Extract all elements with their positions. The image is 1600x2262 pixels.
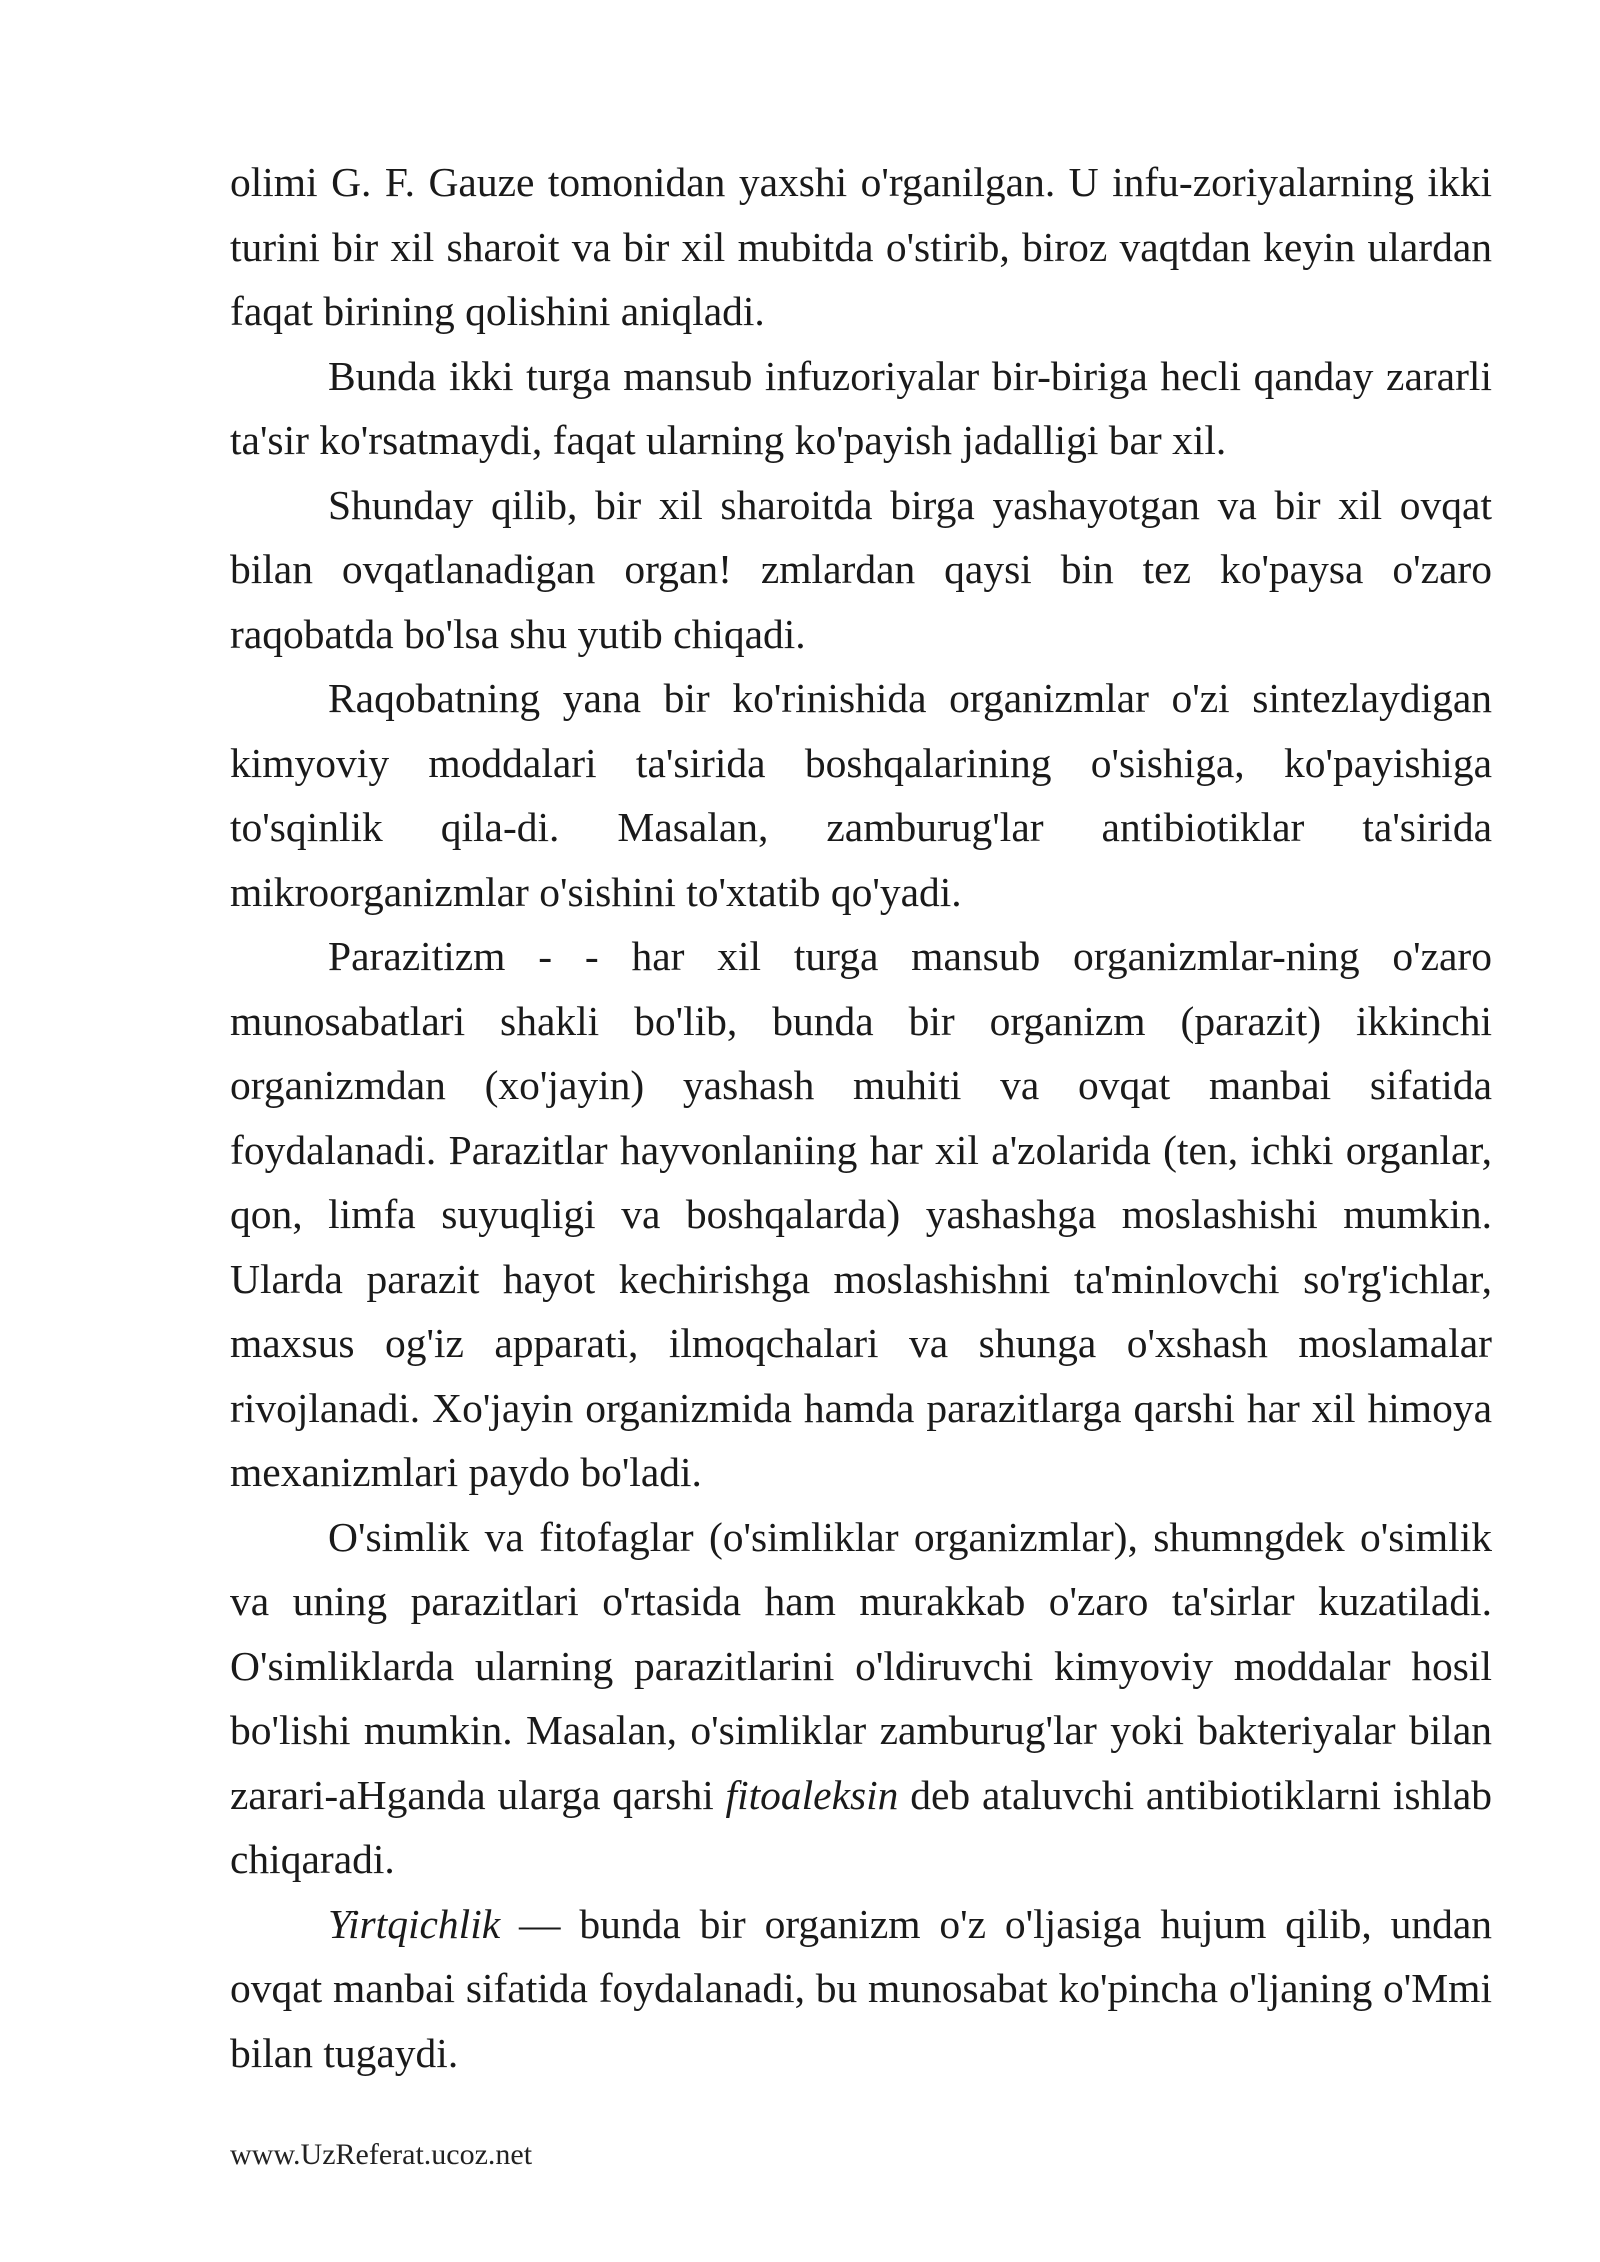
italic-term: fitoaleksin	[725, 1771, 899, 1818]
paragraph-text: olimi G. F. Gauze tomonidan yaxshi o'rganilgan. U infu-zoriyalarning ikki turini bir xil sharoit va bir xil mubitda o'stirib, biroz vaqtdan keyin ulardan faqat birining qolishini aniqladi.	[230, 159, 1492, 334]
paragraph-text: Raqobatning yana bir ko'rinishida organizmlar o'zi sintezlaydigan kimyoviy moddalari ta'sirida boshqalarining o'sishiga, ko'payishiga to'sqinlik qila-di. Masalan, zamburug'lar antibiotiklar ta'sirida mikroorganizmlar o'sishini to'xtatib qo'yadi.	[230, 675, 1492, 915]
document-body	[230, 150, 1492, 2085]
body-paragraph	[230, 473, 1492, 667]
paragraph-text: Shunday qilib, bir xil sharoitda birga yashayotgan va bir xil ovqat bilan ovqatlanadigan organ! zmlardan qaysi bin tez ko'paysa o'zaro raqobatda bo'lsa shu yutib chiqadi.	[230, 481, 1492, 657]
body-paragraph	[230, 924, 1492, 1505]
paragraph-text: deb ataluvchi antibiotiklarni ishlab chiqaradi.	[230, 1771, 1492, 1882]
body-paragraph	[230, 1892, 1492, 2086]
paragraph-text: O'simlik va fitofaglar (o'simliklar organizmlar), shumngdek o'simlik va uning parazitlari o'rtasida ham murakkab o'zaro ta'sirlar kuzatiladi. O'simliklarda ularning parazitlarini o'ldiruvchi kimyoviy moddalar hosil bo'lishi mumkin. Masalan, o'simliklar zamburug'lar yoki bakteriyalar bilan zarari-aHganda ularga qarshi	[230, 1513, 1492, 1818]
body-paragraph	[230, 150, 1492, 344]
footer-url: www.UzReferat.ucoz.net	[230, 2138, 533, 2171]
body-paragraph	[230, 1505, 1492, 1892]
body-paragraph	[230, 344, 1492, 473]
body-paragraph	[230, 666, 1492, 924]
paragraph-text: — bunda bir organizm o'z o'ljasiga hujum qilib, undan ovqat manbai sifatida foydalanadi, bu munosabat ko'pincha o'ljaning o'Mmi bilan tugaydi.	[230, 1900, 1492, 2076]
italic-term: Yirtqichlik	[328, 1900, 501, 1947]
paragraph-text: Parazitizm - - har xil turga mansub organizmlar-ning o'zaro munosabatlari shakli bo'lib, bunda bir organizm (parazit) ikkinchi organizmdan (xo'jayin) yashash muhiti va ovqat manbai sifatida foydalanadi. Parazitlar hayvonlaniing har xil a'zolarida (ten, ichki organlar, qon, limfa suyuqligi va boshqalarda) yashashga moslashishi mumkin. Ularda parazit hayot kechirishga moslashishni ta'minlovchi so'rg'ichlar, maxsus og'iz apparati, ilmoqchalari va shunga o'xshash moslamalar rivojlanadi. Xo'jayin organizmida hamda parazitlarga qarshi har xil himoya mexanizmlari paydo bo'ladi.	[230, 933, 1492, 1495]
paragraph-text: Bunda ikki turga mansub infuzoriyalar bir-biriga hecli qanday zararli ta'sir ko'rsatmaydi, faqat ularning ko'payish jadalligi bar xil.	[230, 352, 1492, 463]
